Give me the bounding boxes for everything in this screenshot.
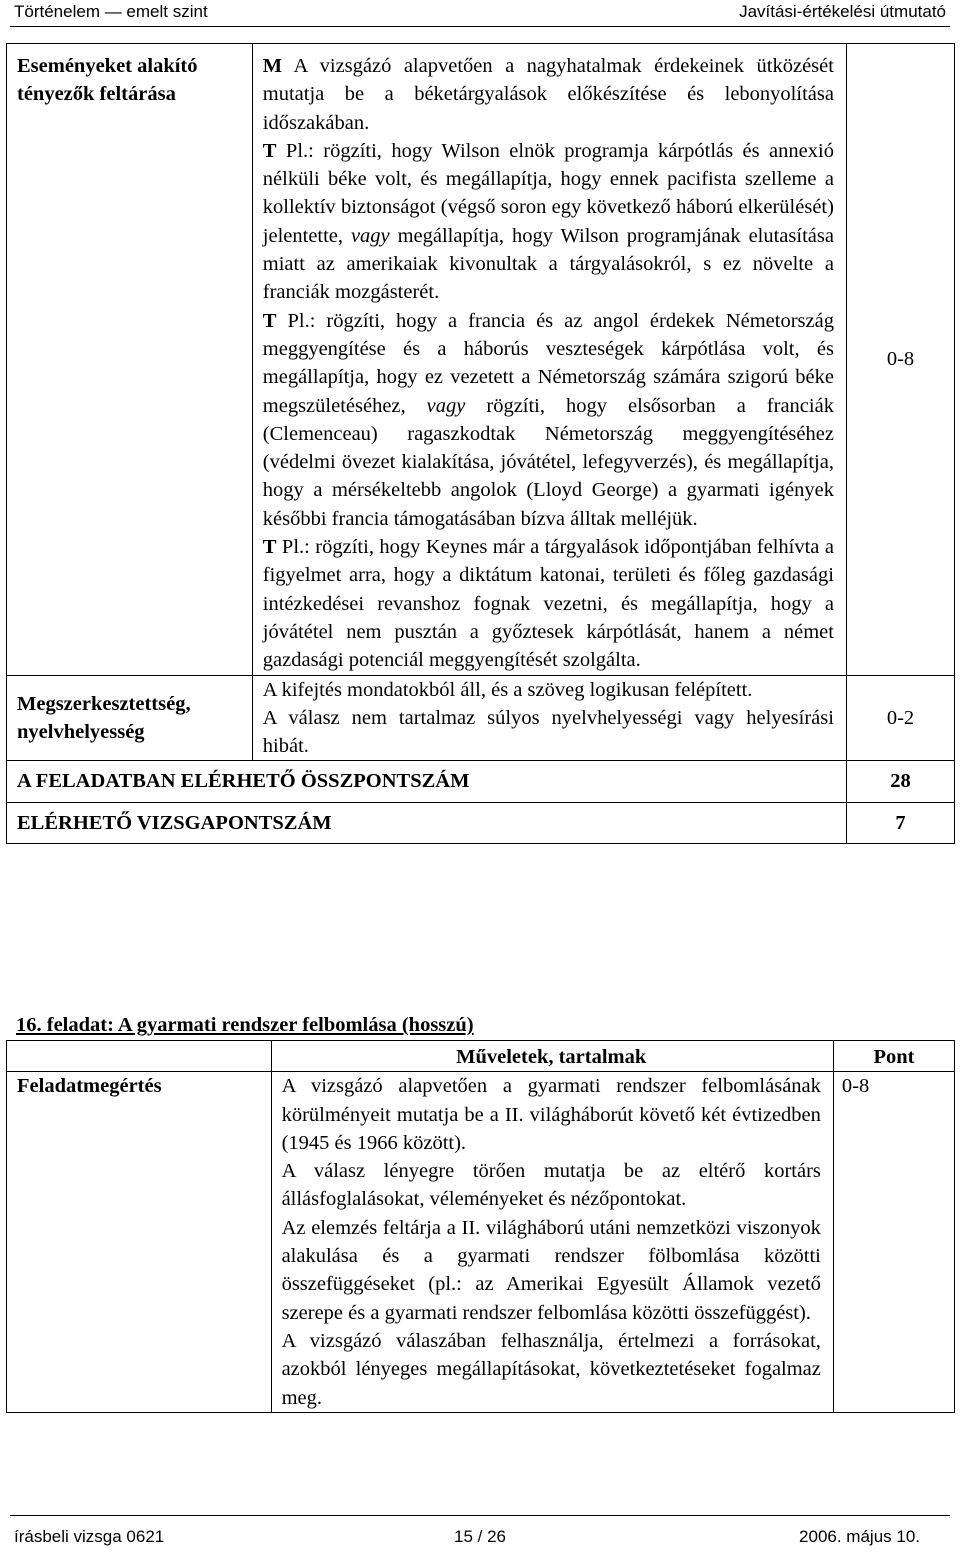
criterion-cell: Feladatmegértés — [7, 1072, 272, 1413]
header-points: Pont — [833, 1041, 954, 1072]
criterion-cell — [7, 44, 253, 676]
paragraph-text: Pl.: rögzíti, hogy Wilson elnök programja kárpótlás és annexió nélküli béke volt, és megállapítja, hogy ennek pacifista szelleme a kollektív biztonságot (végső soron egy következő háború elkerülését) jelentette, — [262, 139, 834, 247]
paragraph-text: megállapítja, hogy Wilson programjának elutasítása miatt az amerikaiak kivonultak a tárgyalásokról, s ez növelte a franciák mozgásterét. — [262, 224, 834, 304]
footer-date: 2006. május 10. — [799, 1527, 920, 1546]
table-header-row — [7, 1041, 955, 1072]
footer-exam-code: írásbeli vizsga 0621 — [14, 1527, 165, 1546]
marker-m: M — [262, 55, 283, 77]
paragraph-text: Pl.: rögzíti, hogy a francia és az angol érdekek Németország meggyengítése és a háborús veszteségek kárpótlása volt, és megállapítja, hogy ez vezetett a Németország számára szigorú béke megszületéséhez, — [262, 309, 834, 417]
marker-t: T — [262, 536, 277, 559]
description-paragraph — [263, 533, 834, 674]
description-paragraph: A kifejtés mondatokból áll, és a szöveg logikusan felépített. — [262, 678, 753, 701]
table-row — [7, 1072, 955, 1413]
total-value: 28 — [846, 761, 954, 802]
paragraph-text: Pl.: rögzíti, hogy Keynes már a tárgyalások időpontjában felhívta a figyelmet arra, hogy a diktátum katonai, területi és főleg gazdasági intézkedései revanshoz fognak vezetni, és megállapítja, hogy a jóvátétel nem pusztán a győztesek kárpótlását, hanem a német gazdasági potenciál meggyengítését szolgálta. — [262, 536, 834, 672]
page-header — [0, 0, 960, 30]
criterion-label: Eseményeket alakító tényezők feltárása — [17, 55, 198, 106]
description-paragraph: A vizsgázó válaszában felhasználja, értelmezi a forrásokat, azokból lényeges megállapításokat, következtetéseket fogalmaz meg. — [281, 1329, 821, 1409]
description-cell — [252, 675, 846, 761]
table-row — [7, 675, 955, 761]
footer-rule — [10, 1515, 950, 1516]
total-label: A FELADATBAN ELÉRHETŐ ÖSSZPONTSZÁM — [7, 761, 847, 802]
points-cell: 0-8 — [833, 1072, 954, 1413]
exam-points-value: 7 — [846, 802, 954, 843]
page-footer — [0, 1515, 960, 1554]
header-rule — [10, 26, 950, 27]
description-paragraph: Az elemzés feltárja a II. világháború utáni nemzetközi viszonyok alakulása és a gyarmati rendszer fölbomlása közötti összefüggéseket (pl.: az Amerikai Egyesült Államok vezető szerepe és a gyarmati rendszer felbomlása közötti összefüggést). — [281, 1216, 821, 1324]
footer-page-number: 15 / 26 — [454, 1527, 506, 1546]
description-paragraph: A válasz lényegre törően mutatja be az eltérő kortárs állásfoglalásokat, véleményeket és nézőpontokat. — [281, 1160, 821, 1211]
description-paragraph — [263, 307, 834, 533]
description-paragraph: A válasz nem tartalmaz súlyos nyelvhelyességi vagy helyesírási hibát. — [262, 706, 834, 758]
criterion-cell — [7, 675, 253, 761]
header-subject: Történelem — emelt szint — [14, 2, 208, 21]
points-cell: 0-8 — [846, 44, 954, 676]
marker-t: T — [262, 309, 277, 332]
scoring-table-16 — [6, 1040, 955, 1413]
or-word: vagy — [350, 224, 390, 247]
header-doc-type: Javítási-értékelési útmutató — [739, 2, 946, 21]
task-title: 16. feladat: A gyarmati rendszer felbomlása (hosszú) — [16, 1014, 474, 1036]
exam-points-row — [7, 802, 955, 843]
description-paragraph — [263, 52, 834, 137]
header-empty-cell — [7, 1041, 272, 1072]
description-cell — [252, 44, 846, 676]
description-cell — [271, 1072, 833, 1413]
description-paragraph: A vizsgázó alapvetően a gyarmati rendszer felbomlásának körülményeit mutatja be a II. világháborút követő két évtizedben (1945 és 1966 között). — [281, 1075, 821, 1154]
total-row — [7, 761, 955, 802]
paragraph-text: rögzíti, hogy elsősorban a franciák (Clemenceau) ragaszkodtak Németország meggyengítéséhez (védelmi övezet kialakítása, jóvátétel, lefegyverzés), és megállapítja, hogy a mérsékeltebb angolok (Lloyd George) a gyarmati igények későbbi francia támogatásában bízva álltak melléjük. — [262, 394, 834, 530]
paragraph-text: A vizsgázó alapvetően a nagyhatalmak érdekeinek ütközését mutatja be a béketárgyalások előkészítése és lebonyolítása időszakában. — [262, 55, 834, 134]
description-paragraph — [263, 137, 834, 307]
scoring-table-15 — [6, 43, 955, 844]
or-word: vagy — [426, 394, 466, 417]
criterion-label: Megszerkesztettség, nyelvhelyesség — [17, 692, 191, 743]
points-cell: 0-2 — [846, 675, 954, 761]
exam-points-label: ELÉRHETŐ VIZSGAPONTSZÁM — [7, 802, 847, 843]
table-row — [7, 44, 955, 676]
header-operations: Műveletek, tartalmak — [271, 1041, 833, 1072]
marker-t: T — [262, 139, 277, 162]
